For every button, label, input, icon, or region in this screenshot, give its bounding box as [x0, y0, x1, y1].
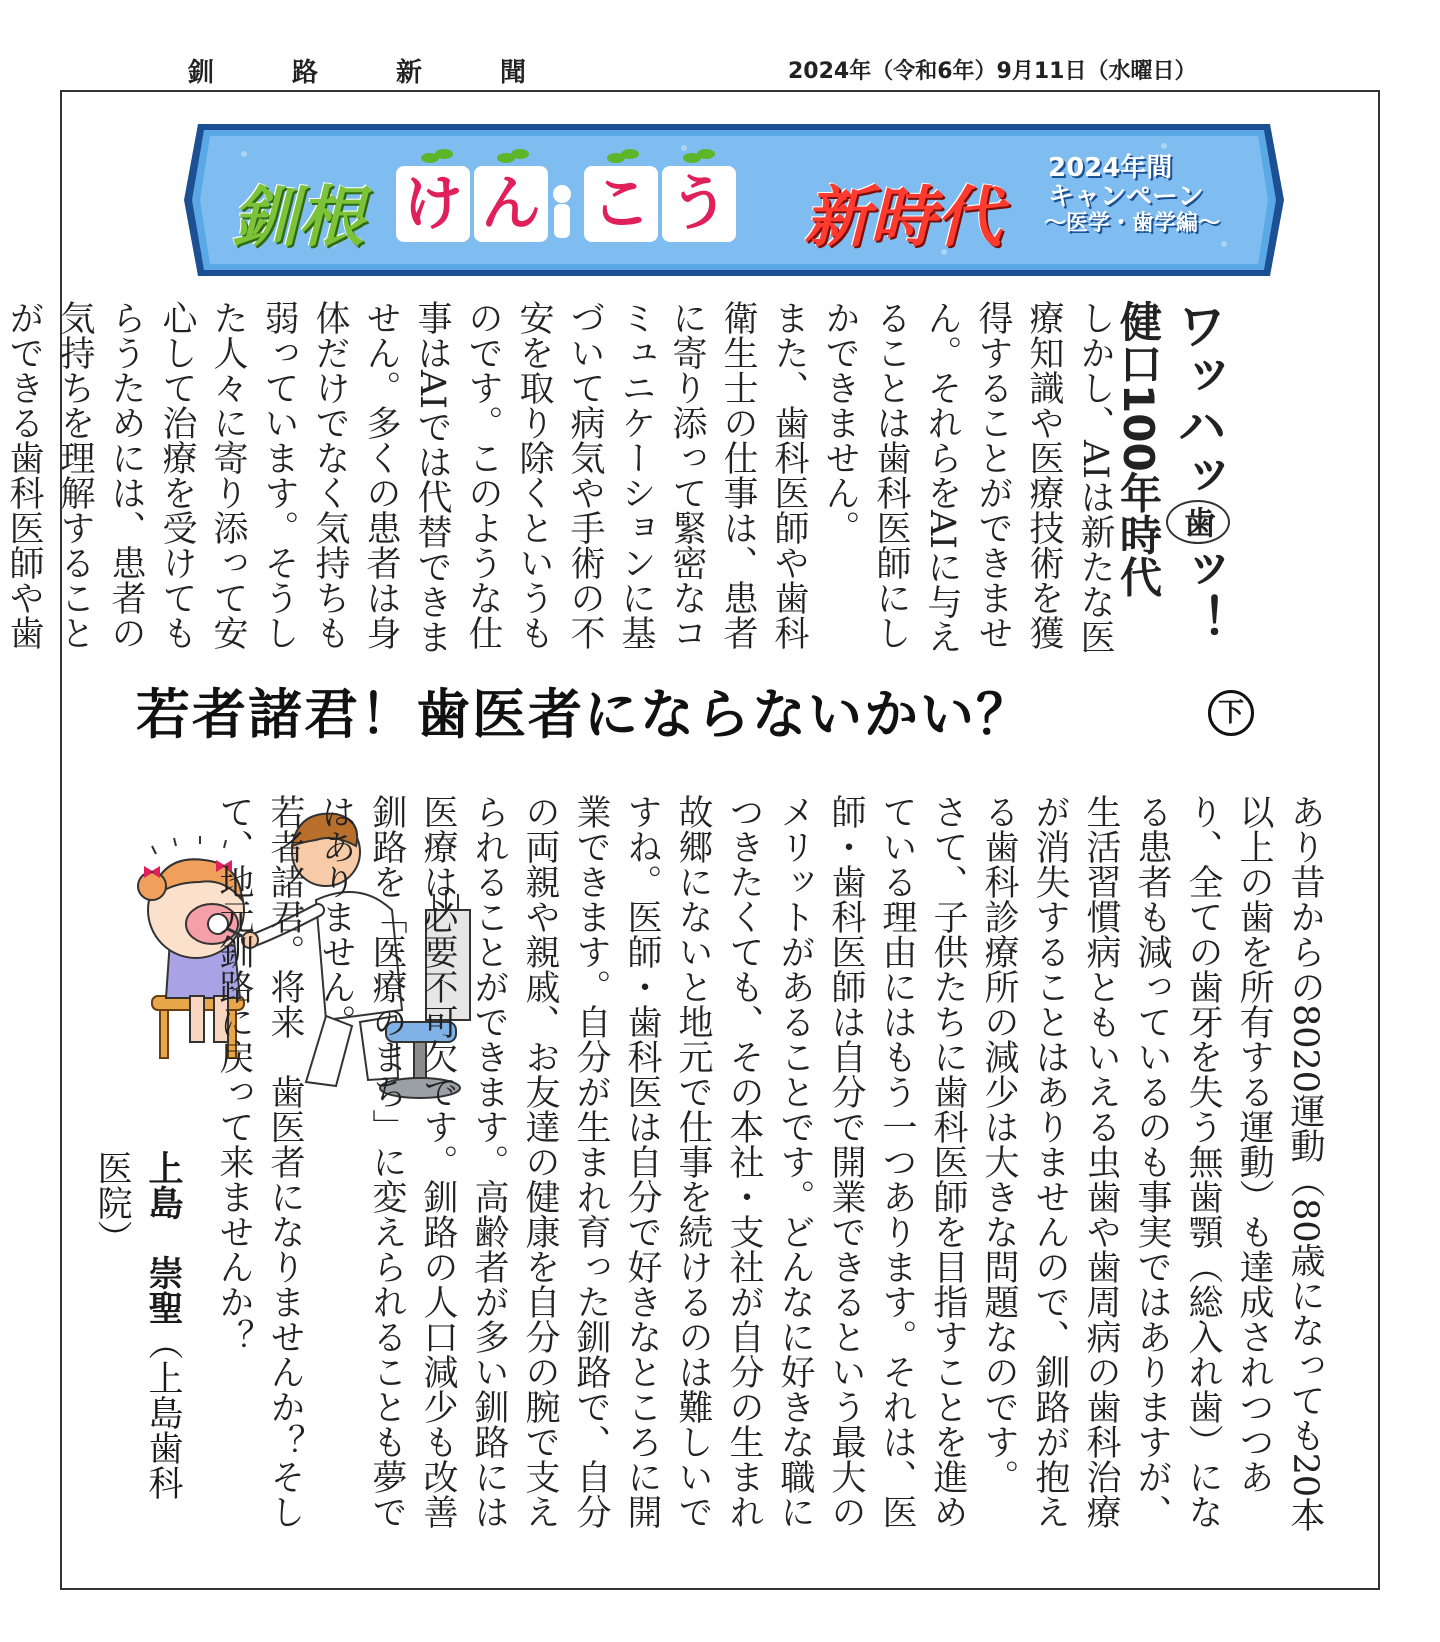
banner-title-new-era: 新時代 — [804, 179, 1002, 256]
banner-tile-4: う — [662, 166, 736, 242]
newspaper-name: 釧路新聞 — [188, 58, 605, 88]
banner-tile-3: こ — [584, 166, 658, 242]
issue-date: 2024年（令和6年）9月11日（水曜日） — [788, 59, 1197, 84]
series-title-b: ッ！ — [1169, 544, 1227, 644]
paragraph: また、歯科医師や歯科衛生士の仕事は、患者に寄り添って緊密なコミュニケーションに基づいて病気や手術の不安を取り除くというものです。このような仕事はAIでは代替できません。多くの患者は身体だけでなく気持ちも弱っています。そうした人々に寄り添って安心して治療を受けてもらうためには、患者の気持ちを理解することができる歯科医師や歯 — [4, 300, 809, 655]
author-byline — [86, 1150, 188, 1530]
campaign-word: キャンペーン — [1048, 182, 1204, 213]
series-title — [1110, 300, 1230, 650]
part-mark: 下 — [1208, 690, 1254, 736]
author-affiliation: （上島歯科医院） — [92, 1150, 183, 1500]
tooth-mark: 歯 — [1166, 500, 1230, 544]
article-body-top — [4, 300, 1120, 670]
campaign-banner — [184, 124, 1284, 276]
series-title-a: ワッハッ — [1169, 300, 1227, 500]
author-name: 上島 崇聖 — [143, 1150, 183, 1325]
paragraph: さて、子供たちに歯科医師を目指すことを進めている理由にはもう一つあります。それは、医師・歯科医師は自分で開業できるという最大のメリットがあることです。どんなに好きな職につきたくても、その本社・支社が自分の生まれ故郷にないと地元で仕事を続けるのは難しいですね。医師・歯科医は自分で好きなところに開業できます。自分が生まれ育った釧路で、自分の両親や親戚、お友達の健康を自分の腕で支えられることができます。高齢者が多い釧路には医療は必要不可欠です。釧路の人口減少も改善 釧路を「医療のまち」に変えられることも夢ではありません。 — [316, 794, 968, 1564]
campaign-edition: ～医学・歯学編～ — [1044, 211, 1221, 237]
paragraph: しかし、AIは新たな医療知識や医療技術を獲得することができません。それらをAIに与えることは歯科医師にしかできません。 — [820, 300, 1115, 655]
series-subtitle: 健口100年時代 — [1114, 300, 1163, 598]
paragraph: 若者諸君。将来 歯医者になりませんか？そして、地元釧路に戻って来ませんか？ — [214, 794, 305, 1529]
headline: 若者諸君！歯医者にならないかい？ — [136, 682, 1032, 746]
paragraph: あり昔からの8020運動（80歳になっても20本以上の歯を所有する運動）も達成されつつあり、全ての歯牙を失う無歯顎（総入れ歯）になる患者も減っているのも事実ではありますが、生活習慣病ともいえる虫歯や歯周病の歯科治療が消失することはありませんので、釧路が抱える歯科診療所の減少は大きな問題なのです。 — [979, 794, 1325, 1533]
banner-tile-2: ん — [474, 166, 548, 242]
banner-campaign-label — [1040, 154, 1270, 237]
campaign-year: 2024年間 — [1048, 153, 1173, 183]
masthead — [0, 52, 1440, 92]
banner-title-kushiro: 釧根 — [232, 179, 364, 256]
banner-tile-1: け — [396, 166, 470, 242]
article-body-bottom — [180, 794, 1330, 1564]
